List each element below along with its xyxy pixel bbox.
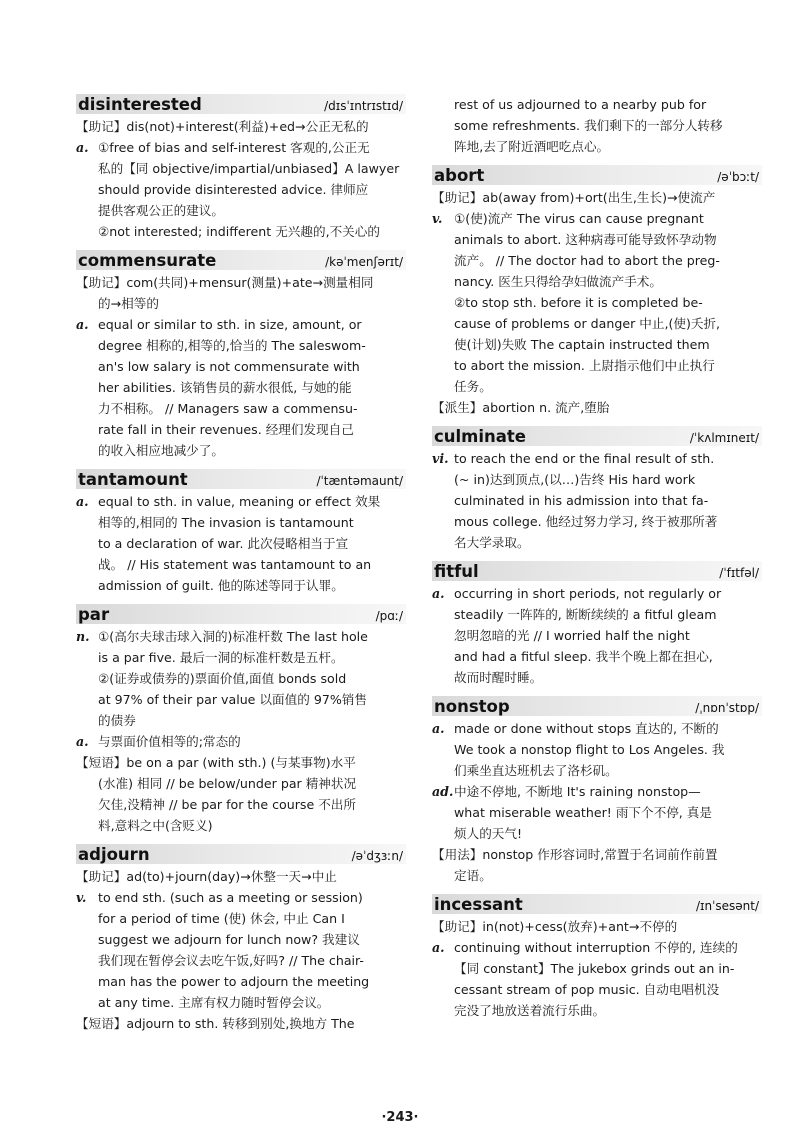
entry-text: what miserable weather! 雨下个不停, 真是 [454, 805, 712, 820]
part-of-speech: a. [76, 734, 89, 749]
entry-line [432, 511, 762, 532]
entry-text: 定语。 [454, 868, 492, 883]
entry-line [76, 794, 406, 815]
entry-text: her abilities. 该销售员的薪水很低, 与她的能 [98, 380, 352, 395]
entry-line [76, 647, 406, 668]
entry-text: 私的【同 objective/impartial/unbiased】A lawyer [98, 161, 400, 176]
entry-line [76, 116, 406, 137]
entry-line [432, 532, 762, 553]
entry-text: 【助记】com(共同)+mensur(测量)+ate→测量相同 [76, 275, 374, 290]
entry-text: 【助记】in(not)+cess(放弃)+ant→不停的 [432, 919, 678, 934]
entry-line [432, 376, 762, 397]
dictionary-entry [76, 469, 406, 596]
entry-text: 的收入相应地减少了。 [98, 443, 224, 458]
entry-text: is a par five. 最后一洞的标准杆数是五杆。 [98, 650, 344, 665]
entry-text: degree 相称的,相等的,恰当的 The saleswom- [98, 338, 366, 353]
dictionary-entry [432, 894, 762, 1021]
entry-line [76, 533, 406, 554]
entry-text: 使(计划)失败 The captain instructed them [454, 337, 710, 352]
entry-text: 提供客观公正的建议。 [98, 203, 224, 218]
headword: culminate [434, 427, 526, 446]
entry-text: rate fall in their revenues. 经理们发现自己 [98, 422, 354, 437]
entry-text: at 97% of their par value 以面值的 97%销售 [98, 692, 367, 707]
entry-line [432, 469, 762, 490]
entry-line [76, 158, 406, 179]
entry-text: 力不相称。 // Managers saw a commensu- [98, 401, 358, 416]
entry-line [432, 313, 762, 334]
entry-text: man has the power to adjourn the meeting [98, 974, 370, 989]
right-column [432, 94, 762, 1029]
entry-text: 流产。 // The doctor had to abort the preg- [454, 253, 720, 268]
entry-text: to abort the mission. 上尉指示他们中止执行 [454, 358, 715, 373]
pronunciation: /ˈtæntəmaunt/ [316, 474, 403, 488]
entry-line [432, 490, 762, 511]
entry-text: nancy. 医生只得给孕妇做流产手术。 [454, 274, 662, 289]
entry-headword-bar [432, 165, 762, 185]
entry-text: 任务。 [454, 379, 492, 394]
part-of-speech: a. [76, 317, 89, 332]
entry-text: equal to sth. in value, meaning or effect 效果 [98, 494, 381, 509]
entry-line [432, 667, 762, 688]
headword: adjourn [78, 845, 150, 864]
entry-text: 阵地,去了附近酒吧吃点心。 [454, 139, 610, 154]
entry-text: 【用法】nonstop 作形容词时,常置于名词前作前置 [432, 847, 718, 862]
headword: par [78, 605, 110, 624]
entry-line [76, 626, 406, 647]
entry-line [76, 491, 406, 512]
entry-text: equal or similar to sth. in size, amount, or [98, 317, 362, 332]
dictionary-entry [76, 250, 406, 461]
entry-text: 【短语】adjourn to sth. 转移到别处,换地方 The [76, 1016, 355, 1031]
entry-line [76, 314, 406, 335]
entry-text: 们乘坐直达班机去了洛杉矶。 [454, 763, 618, 778]
part-of-speech: a. [76, 140, 89, 155]
headword: disinterested [78, 95, 202, 114]
entry-text: continuing without interruption 不停的, 连续的 [454, 940, 738, 955]
entry-text: ①(高尔夫球击球入洞的)标准杆数 The last hole [98, 629, 368, 644]
entry-headword-bar [76, 250, 406, 270]
entry-text: rest of us adjourned to a nearby pub for [454, 97, 707, 112]
entry-line [432, 739, 762, 760]
pronunciation: /ˈkʌlmɪneɪt/ [689, 431, 759, 445]
pronunciation: /pɑː/ [375, 609, 403, 623]
entry-text: 的债券 [98, 713, 136, 728]
entry-headword-bar [76, 844, 406, 864]
entry-text: should provide disinterested advice. 律师应 [98, 182, 369, 197]
entry-text: some refreshments. 我们剩下的一部分人转移 [454, 118, 723, 133]
entry-line [432, 94, 762, 115]
entry-line [432, 115, 762, 136]
part-of-speech: v. [432, 211, 443, 226]
entry-line [76, 440, 406, 461]
headword: fitful [434, 562, 479, 581]
entry-line [432, 865, 762, 886]
pronunciation: /kəˈmenʃərɪt/ [325, 255, 403, 269]
entry-line [76, 710, 406, 731]
entry-line [432, 916, 762, 937]
entry-line [432, 208, 762, 229]
entry-text: 【同 constant】The jukebox grinds out an in- [454, 961, 735, 976]
dictionary-entry [76, 94, 406, 242]
entry-text: at any time. 主席有权力随时暂停会议。 [98, 995, 330, 1010]
entry-line [76, 773, 406, 794]
entry-line [432, 187, 762, 208]
entry-text: admission of guilt. 他的陈述等同于认罪。 [98, 578, 344, 593]
entry-line [432, 334, 762, 355]
entry-text: (~ in)达到顶点,(以…)告终 His hard work [454, 472, 696, 487]
entry-text: 中途不停地, 不断地 It's raining nonstop— [454, 784, 701, 799]
entry-line [76, 887, 406, 908]
entry-text: ①free of bias and self-interest 客观的,公正无 [98, 140, 370, 155]
entry-headword-bar [432, 894, 762, 914]
entry-text: to end sth. (such as a meeting or session) [98, 890, 363, 905]
entry-line [432, 979, 762, 1000]
entry-text: to reach the end or the final result of sth. [454, 451, 715, 466]
entry-text: (水准) 相同 // be below/under par 精神状况 [98, 776, 357, 791]
pronunciation: /ˌnɒnˈstɒp/ [695, 701, 759, 715]
entry-line [76, 668, 406, 689]
entry-text: steadily 一阵阵的, 断断续续的 a fitful gleam [454, 607, 717, 622]
entry-line [76, 689, 406, 710]
entry-line [76, 1013, 406, 1034]
entry-text: to a declaration of war. 此次侵略相当于宣 [98, 536, 349, 551]
entry-text: 【短语】be on a par (with sth.) (与某事物)水平 [76, 755, 356, 770]
entry-line [432, 760, 762, 781]
entry-headword-bar [76, 469, 406, 489]
entry-line [76, 866, 406, 887]
part-of-speech: ad. [432, 784, 454, 799]
entry-text: suggest we adjourn for lunch now? 我建议 [98, 932, 360, 947]
entry-line [432, 625, 762, 646]
entry-text: occurring in short periods, not regularly or [454, 586, 722, 601]
entry-line [76, 815, 406, 836]
entry-line [432, 292, 762, 313]
entry-text: 【助记】ad(to)+journ(day)→休整一天→中止 [76, 869, 337, 884]
entry-text: 与票面价值相等的;常态的 [98, 734, 241, 749]
pronunciation: /ˈfɪtfəl/ [719, 566, 759, 580]
entry-text: 【助记】dis(not)+interest(利益)+ed→公正无私的 [76, 119, 369, 134]
entry-text: ①(使)流产 The virus can cause pregnant [454, 211, 704, 226]
entry-line [76, 398, 406, 419]
entry-text: ②not interested; indifferent 无兴趣的,不关心的 [98, 224, 380, 239]
entry-headword-bar [76, 604, 406, 624]
part-of-speech: vi. [432, 451, 449, 466]
entry-text: 料,意料之中(含贬义) [98, 818, 213, 833]
pronunciation: /dɪsˈɪntrɪstɪd/ [324, 99, 403, 113]
entry-line [76, 221, 406, 242]
part-of-speech: v. [76, 890, 87, 905]
entry-text: and had a fitful sleep. 我半个晚上都在担心, [454, 649, 713, 664]
entry-headword-bar [76, 94, 406, 114]
entry-line [76, 512, 406, 533]
entry-line [432, 583, 762, 604]
entry-line [432, 355, 762, 376]
entry-line [76, 554, 406, 575]
entry-headword-bar [432, 426, 762, 446]
entry-line [432, 844, 762, 865]
entry-text: 欠佳,没精神 // be par for the course 不出所 [98, 797, 356, 812]
entry-line [76, 335, 406, 356]
entry-line [432, 646, 762, 667]
entry-text: mous college. 他经过努力学习, 终于被那所著 [454, 514, 718, 529]
dictionary-entry [432, 426, 762, 553]
pronunciation: /ɪnˈsesənt/ [695, 899, 759, 913]
entry-text: 名大学录取。 [454, 535, 530, 550]
entry-line [432, 604, 762, 625]
entry-line [432, 1000, 762, 1021]
dictionary-entry [432, 165, 762, 418]
entry-text: 相等的,相同的 The invasion is tantamount [98, 515, 354, 530]
headword: incessant [434, 895, 523, 914]
entry-line [432, 937, 762, 958]
headword: abort [434, 166, 485, 185]
entry-line [432, 958, 762, 979]
entry-line [432, 718, 762, 739]
entry-line [76, 272, 406, 293]
entry-line [76, 992, 406, 1013]
entry-text: 我们现在暂停会议去吃午饭,好吗? // The chair- [98, 953, 364, 968]
entry-text: We took a nonstop flight to Los Angeles. 我 [454, 742, 725, 757]
entry-line [76, 377, 406, 398]
entry-text: cause of problems or danger 中止,(使)夭折, [454, 316, 721, 331]
entry-line [76, 293, 406, 314]
entry-line [76, 752, 406, 773]
entry-text: 的→相等的 [98, 296, 159, 311]
entry-line [432, 448, 762, 469]
entry-text: 【助记】ab(away from)+ort(出生,生长)→使流产 [432, 190, 716, 205]
entry-line [432, 229, 762, 250]
entry-line [432, 802, 762, 823]
entry-line [432, 397, 762, 418]
entry-text: culminated in his admission into that fa- [454, 493, 709, 508]
entry-headword-bar [432, 561, 762, 581]
dictionary-entry [76, 844, 406, 1034]
entry-line [432, 271, 762, 292]
entry-line [76, 950, 406, 971]
entry-line [432, 781, 762, 802]
entry-text: an's low salary is not commensurate with [98, 359, 360, 374]
entry-line [76, 419, 406, 440]
entry-text: animals to abort. 这种病毒可能导致怀孕动物 [454, 232, 717, 247]
entry-line [76, 356, 406, 377]
dictionary-entry [432, 696, 762, 886]
entry-line [76, 908, 406, 929]
entry-line [76, 575, 406, 596]
entry-headword-bar [432, 696, 762, 716]
entry-line [432, 250, 762, 271]
part-of-speech: n. [76, 629, 90, 644]
entry-text: 战。 // His statement was tantamount to an [98, 557, 372, 572]
entry-line [76, 971, 406, 992]
headword: commensurate [78, 251, 217, 270]
pronunciation: /əˈdʒɜːn/ [351, 849, 403, 863]
entry-text: 【派生】abortion n. 流产,堕胎 [432, 400, 610, 415]
entry-text: ②to stop sth. before it is completed be- [454, 295, 703, 310]
entry-line [76, 929, 406, 950]
left-column [76, 94, 406, 1042]
headword: nonstop [434, 697, 510, 716]
entry-text: made or done without stops 直达的, 不断的 [454, 721, 719, 736]
entry-text: 故而时醒时睡。 [454, 670, 543, 685]
part-of-speech: a. [432, 940, 445, 955]
entry-line [76, 137, 406, 158]
part-of-speech: a. [76, 494, 89, 509]
part-of-speech: a. [432, 586, 445, 601]
pronunciation: /əˈbɔːt/ [717, 170, 759, 184]
part-of-speech: a. [432, 721, 445, 736]
dictionary-entry [76, 604, 406, 836]
page-number: ·243· [381, 1110, 419, 1125]
entry-line [432, 823, 762, 844]
entry-text: 忽明忽暗的光 // I worried half the night [454, 628, 690, 643]
entry-text: for a period of time (使) 休会, 中止 Can I [98, 911, 345, 926]
entry-line [432, 136, 762, 157]
entry-text: cessant stream of pop music. 自动电唱机没 [454, 982, 720, 997]
dictionary-entry [432, 561, 762, 688]
entry-text: 完没了地放送着流行乐曲。 [454, 1003, 606, 1018]
entry-line [76, 179, 406, 200]
dictionary-entry [432, 94, 762, 157]
headword: tantamount [78, 470, 188, 489]
entry-line [76, 200, 406, 221]
entry-text: ②(证券或债券的)票面价值,面值 bonds sold [98, 671, 347, 686]
entry-line [76, 731, 406, 752]
entry-text: 烦人的天气! [454, 826, 523, 841]
